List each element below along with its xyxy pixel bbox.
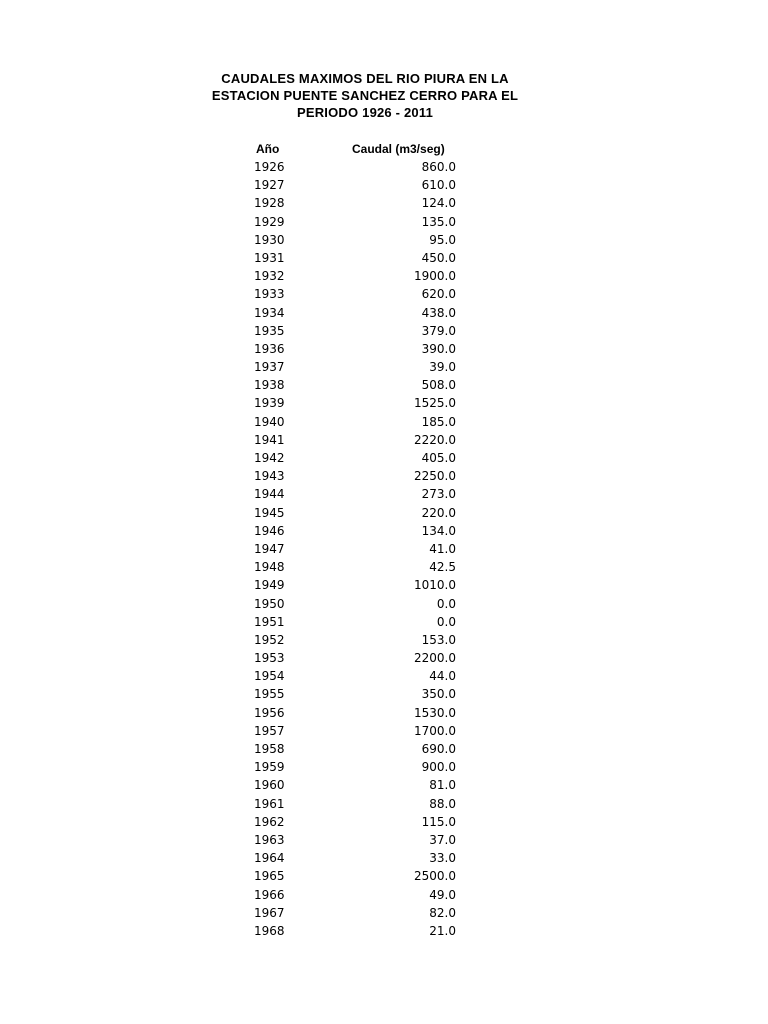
table-row [0,649,768,667]
flow-cell: 95.0 [429,232,456,247]
year-cell: 1949 [254,578,285,593]
flow-cell: 1525.0 [414,396,456,411]
table-row [0,595,768,613]
table-row [0,394,768,412]
flow-cell: 438.0 [421,305,456,320]
year-cell: 1953 [254,651,285,666]
table-row [0,285,768,303]
table-row [0,631,768,649]
year-cell: 1941 [254,432,285,447]
year-cell: 1932 [254,269,285,284]
year-cell: 1931 [254,250,285,265]
year-column-header: Año [256,142,280,156]
table-row [0,558,768,576]
table-row [0,213,768,231]
flow-cell: 185.0 [421,414,456,429]
flow-cell: 273.0 [421,487,456,502]
year-cell: 1961 [254,796,285,811]
flow-cell: 405.0 [421,451,456,465]
data-table-body [0,158,768,940]
year-cell: 1968 [254,923,285,938]
table-row [0,722,768,740]
year-cell: 1955 [254,687,285,702]
title-line: CAUDALES MAXIMOS DEL RIO PIURA EN LA [221,71,509,86]
flow-cell: 1700.0 [414,723,456,738]
flow-cell: 88.0 [429,796,456,811]
table-row [0,667,768,685]
table-row [0,922,768,940]
year-cell: 1966 [254,887,285,902]
flow-cell: 37.0 [429,832,456,847]
table-row [0,540,768,558]
year-cell: 1928 [254,196,285,211]
flow-cell: 690.0 [421,742,456,756]
year-cell: 1937 [254,360,285,375]
table-row [0,813,768,831]
table-row [0,504,768,522]
table-row [0,613,768,631]
flow-cell: 350.0 [421,687,456,702]
table-row [0,340,768,358]
flow-cell: 508.0 [421,378,456,393]
flow-cell: 900.0 [421,760,456,775]
flow-cell: 2500.0 [414,869,456,884]
flow-cell: 860.0 [421,160,456,174]
table-row [0,449,768,467]
year-cell: 1927 [254,178,285,193]
year-cell: 1936 [254,341,285,356]
flow-column-header: Caudal (m3/seg) [352,142,445,156]
table-row [0,704,768,722]
table-row [0,849,768,867]
table-row [0,886,768,904]
year-cell: 1959 [254,760,285,775]
flow-cell: 1010.0 [414,578,456,593]
flow-cell: 1900.0 [414,269,456,284]
table-row [0,904,768,922]
year-cell: 1951 [254,614,285,629]
year-cell: 1926 [254,160,285,174]
flow-cell: 115.0 [421,814,456,829]
flow-cell: 0.0 [436,614,456,629]
year-cell: 1940 [254,414,285,429]
table-row [0,776,768,794]
year-cell: 1944 [254,487,285,502]
flow-cell: 39.0 [429,360,456,375]
table-row [0,322,768,340]
table-row [0,267,768,285]
flow-cell: 124.0 [421,196,456,211]
table-row [0,231,768,249]
title-line: ESTACION PUENTE SANCHEZ CERRO PARA EL [211,88,519,103]
flow-cell: 450.0 [421,250,456,265]
table-row [0,485,768,503]
table-row [0,304,768,322]
flow-cell: 1530.0 [414,705,456,720]
table-row [0,522,768,540]
year-cell: 1939 [254,396,285,411]
year-cell: 1945 [254,505,285,520]
table-row [0,758,768,776]
year-cell: 1958 [254,742,285,756]
year-cell: 1964 [254,851,285,866]
flow-cell: 42.5 [429,560,456,575]
flow-cell: 2200.0 [414,651,456,666]
table-row [0,158,768,176]
table-row [0,740,768,758]
year-cell: 1960 [254,778,285,793]
flow-cell: 135.0 [421,214,456,229]
flow-cell: 41.0 [429,541,456,556]
year-cell: 1967 [254,905,285,920]
table-row [0,685,768,703]
flow-cell: 0.0 [436,596,456,611]
year-cell: 1930 [254,232,285,247]
year-cell: 1957 [254,723,285,738]
document-title [150,70,580,121]
year-cell: 1933 [254,287,285,302]
title-line: PERIODO 1926 - 2011 [296,105,434,120]
year-cell: 1948 [254,560,285,575]
year-cell: 1946 [254,523,285,538]
flow-cell: 379.0 [421,323,456,338]
flow-cell: 620.0 [421,287,456,302]
table-row [0,867,768,885]
flow-cell: 82.0 [429,905,456,920]
flow-cell: 2250.0 [414,469,456,484]
flow-cell: 33.0 [429,851,456,866]
table-row [0,431,768,449]
table-row [0,831,768,849]
year-cell: 1942 [254,451,285,465]
table-row [0,795,768,813]
year-cell: 1956 [254,705,285,720]
table-row [0,376,768,394]
table-row [0,194,768,212]
year-cell: 1963 [254,832,285,847]
table-row [0,249,768,267]
flow-cell: 153.0 [421,632,456,647]
year-cell: 1954 [254,669,285,684]
flow-cell: 2220.0 [414,432,456,447]
year-cell: 1947 [254,541,285,556]
table-row [0,176,768,194]
year-cell: 1950 [254,596,285,611]
table-row [0,576,768,594]
flow-cell: 134.0 [421,523,456,538]
year-cell: 1935 [254,323,285,338]
year-cell: 1962 [254,814,285,829]
flow-cell: 81.0 [429,778,456,793]
year-cell: 1934 [254,305,285,320]
table-row [0,358,768,376]
flow-cell: 610.0 [421,178,456,193]
flow-cell: 21.0 [429,923,456,938]
year-cell: 1952 [254,632,285,647]
table-row [0,413,768,431]
table-row [0,467,768,485]
year-cell: 1938 [254,378,285,393]
year-cell: 1943 [254,469,285,484]
flow-cell: 390.0 [421,341,456,356]
flow-cell: 44.0 [429,669,456,684]
flow-cell: 49.0 [429,887,456,902]
year-cell: 1929 [254,214,285,229]
flow-cell: 220.0 [421,505,456,520]
year-cell: 1965 [254,869,285,884]
